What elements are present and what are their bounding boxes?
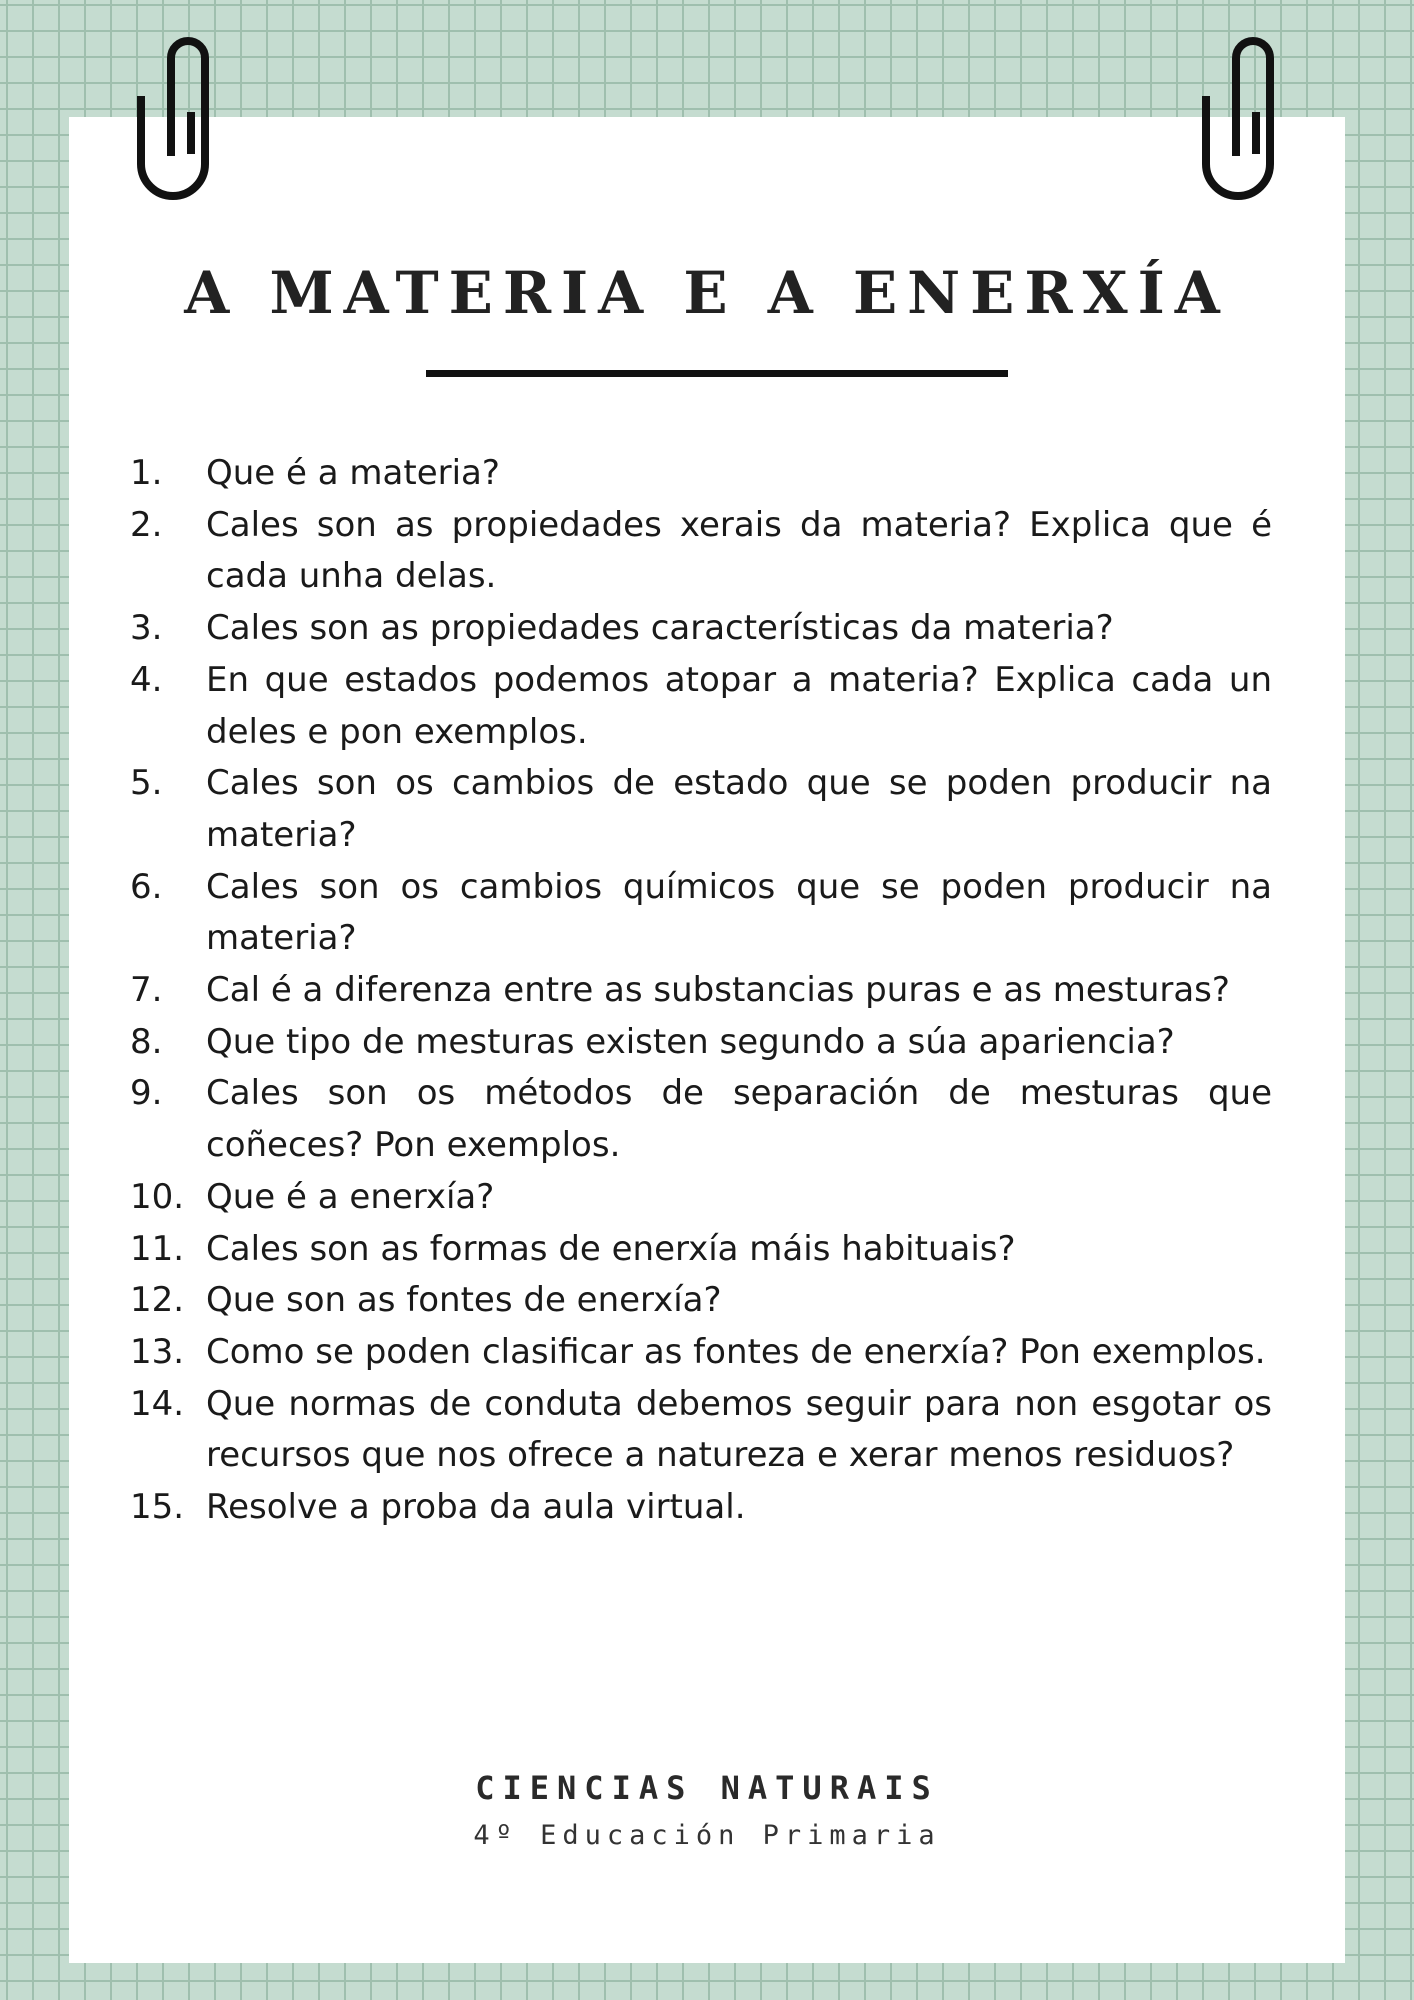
question-text: Cales son os métodos de separación de mesturas que coñeces? Pon exemplos. — [206, 1073, 1272, 1166]
question-text: Como se poden clasificar as fontes de enerxía? Pon exemplos. — [206, 1331, 1266, 1372]
subject-label: CIENCIAS NATURAIS — [475, 1769, 939, 1807]
question-item — [130, 1482, 1272, 1534]
question-item — [130, 1224, 1272, 1276]
question-item — [130, 1275, 1272, 1327]
question-item — [130, 1379, 1272, 1482]
grade-level-label: 4º Educación Primaria — [473, 1820, 941, 1851]
question-number: 5. — [130, 763, 163, 804]
question-text: Resolve a proba da aula virtual. — [206, 1487, 746, 1528]
question-item — [130, 603, 1272, 655]
question-number: 3. — [130, 608, 163, 649]
question-item — [130, 965, 1272, 1017]
question-text: Cal é a diferenza entre as substancias puras e as mesturas? — [206, 970, 1230, 1011]
question-item — [130, 862, 1272, 965]
question-text: Que normas de conduta debemos seguir para non esgotar os recursos que nos ofrece a natureza e xerar menos residuos? — [206, 1383, 1272, 1476]
question-number: 15. — [130, 1487, 185, 1528]
question-item — [130, 1327, 1272, 1379]
question-number: 13. — [130, 1331, 185, 1372]
question-number: 4. — [130, 659, 163, 700]
question-text: Que tipo de mesturas existen segundo a súa apariencia? — [206, 1021, 1175, 1062]
question-text: Que é a materia? — [206, 453, 500, 493]
question-number: 12. — [130, 1280, 185, 1321]
question-number: 7. — [130, 970, 163, 1011]
question-number: 14. — [130, 1383, 185, 1424]
question-item — [130, 1017, 1272, 1069]
question-number: 11. — [130, 1228, 185, 1269]
question-text: Cales son as propiedades xerais da materia? Explica que é cada unha delas. — [206, 504, 1272, 597]
page-title: A MATERIA E A ENERXÍA — [184, 259, 1230, 327]
question-item — [130, 758, 1272, 861]
question-list — [130, 448, 1272, 1534]
question-number: 8. — [130, 1021, 163, 1062]
question-number: 1. — [130, 453, 163, 493]
title-underline — [426, 370, 1008, 377]
question-text: Cales son as propiedades características da materia? — [206, 608, 1114, 649]
question-number: 2. — [130, 504, 163, 545]
question-text: Cales son as formas de enerxía máis habituais? — [206, 1228, 1016, 1269]
question-item — [130, 1172, 1272, 1224]
paperclip-icon — [133, 28, 223, 200]
question-text: En que estados podemos atopar a materia? Explica cada un deles e pon exemplos. — [206, 659, 1272, 752]
question-item — [130, 1068, 1272, 1171]
question-number: 6. — [130, 866, 163, 907]
question-number: 9. — [130, 1073, 163, 1114]
question-number: 10. — [130, 1176, 185, 1217]
paperclip-icon — [1198, 28, 1288, 200]
question-item — [130, 500, 1272, 603]
question-text: Que son as fontes de enerxía? — [206, 1280, 722, 1321]
question-item — [130, 655, 1272, 758]
question-text: Cales son os cambios químicos que se poden producir na materia? — [206, 866, 1272, 959]
question-text: Cales son os cambios de estado que se poden producir na materia? — [206, 763, 1272, 855]
question-item — [130, 448, 1272, 500]
question-text: Que é a enerxía? — [206, 1176, 495, 1217]
